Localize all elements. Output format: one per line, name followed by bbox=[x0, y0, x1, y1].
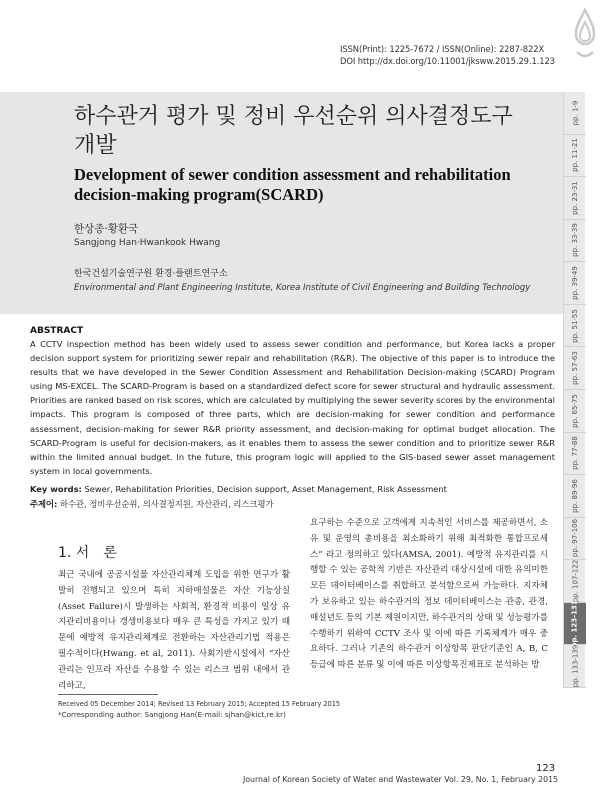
keywords-label: Key words: bbox=[30, 484, 82, 494]
page-range-tab-label: pp. 123-131 bbox=[571, 600, 579, 648]
authors-english: Sangjong Han·Hwankook Hwang bbox=[74, 238, 221, 248]
abstract-body: A CCTV inspection method has been widely used to assess sewer condition and performance, but Korea lacks a proper decision support system for prioritizing sewer repair and rehabilitation (R&R). The objective of this paper is to introduce the results that we have developed in the Sewer Condition Assessment and Rehabilitation Decision-making (SCARD) Program using MS-EXCEL. The SCARD-Program is based on a standardized defect score for sewer structural and hydraulic assessment. Priorities are ranked based on risk scores, which are calculated by multiplying the sewer severity scores by the environmental impacts. This program is composed of three parts, which are decision-making for sewer condition and performance assessment, decision-making for sewer R&R priority assessment, and decision-making for optimal budget allocation. The SCARD-Program is useful for decision-makers, as it enables them to assess the sewer condition and to prioritize sewer R&R within the limited annual budget. In the future, this program logic will applied to the GIS-based sewer asset management system in local governments. bbox=[30, 339, 555, 476]
page-range-tab[interactable] bbox=[564, 92, 586, 135]
body-column-right: 요구하는 수준으로 고객에게 지속적인 서비스를 제공하면서, 소유 및 운영의 총비용을 최소화하기 위해 최적화한 통합프로세스” 라고 정의하고 있다(AMSA, 2001). 예방적 유지관리를 시행할 수 있는 공학적 기반은 자산관리 대상시설에 대한 유의미한 모든 데이터베이스를 취합하고 분석함으로써 가능하다. 지자체가 보유하고 있는 하수관거의 정보 데이터베이스는 관종, 관경, 매설년도 등의 기본 제원이지만, 하수관거의 상태 및 성능평가를 수행하기 위하여 CCTV 조사 및 이에 따른 기록체계가 매우 중요하다. 그러나 기존의 하수관거 이상항목 판단기준인 A, B, C 등급에 따른 분류 및 이에 따른 이상항목진제표로 분석하는 방 bbox=[310, 518, 548, 671]
page-range-tab[interactable] bbox=[564, 135, 586, 178]
journal-footer: Journal of Korean Society of Water and Wastewater Vol. 29, No. 1, February 2015 bbox=[242, 775, 558, 784]
body-column-left: 최근 국내에 공공시설물 자산관리체계 도입을 위한 연구가 활발히 진행되고 있으며 특히 지하매설물은 자산 기능상실(Asset Failure)시 발생하는 사회적, 환경적 비용이 일상 유지관리비용이나 갱생비용보다 매우 큰 특성을 가지고 있기 때문에 예방적 유지관리체계로 전환하는 자산관리기법 적용은 필수적이다(Hwang. et al, 2011). 사회기반시설에서 “자산관리는 인프라 자산을 수용할 수 있는 리스크 범위 내에서 관리하고, bbox=[58, 570, 290, 691]
paper-title-english bbox=[74, 165, 554, 205]
journal-identifiers bbox=[340, 44, 572, 67]
paper-title-korean-line-1: 하수관거 평가 및 정비 우선순위 의사결정도구 bbox=[74, 104, 513, 129]
page-range-tab-label: pp. 51-55 bbox=[571, 308, 579, 343]
page-number: 123 bbox=[536, 763, 556, 774]
page-range-tab-label: pp. 1-9 bbox=[571, 100, 579, 126]
section-heading: 1. 서 론 bbox=[58, 545, 117, 561]
page-range-tab[interactable] bbox=[564, 220, 586, 263]
page-range-tab[interactable] bbox=[564, 645, 586, 688]
issn-line: ISSN(Print): 1225-7672 / ISSN(Online): 2287-822X bbox=[340, 44, 545, 54]
page-range-tab-label: pp. 23-31 bbox=[571, 181, 579, 215]
page-range-tab-label: pp. 97-106 bbox=[571, 519, 580, 558]
page-range-tab-label: pp. 133-139 bbox=[571, 644, 579, 688]
page-range-tab-label: pp. 65-75 bbox=[571, 393, 579, 428]
footnote-divider bbox=[58, 694, 158, 695]
affiliation-korean: 한국건설기술연구원 환경·플랜트연구소 bbox=[74, 269, 228, 279]
paper-title-english-line-2: decision-making program(SCARD) bbox=[74, 185, 324, 204]
doi-line: DOI http://dx.doi.org/10.11001/jksww.2015.29.1.123 bbox=[340, 55, 555, 66]
page-range-tab[interactable] bbox=[564, 560, 586, 603]
page-range-tab[interactable] bbox=[564, 433, 586, 476]
page-range-tab-label: pp. 33-39 bbox=[571, 223, 579, 258]
page-range-tab-label: pp. 89-96 bbox=[571, 479, 579, 513]
page-range-tab-label: pp. 57-63 bbox=[571, 351, 579, 386]
page-range-tabs bbox=[563, 92, 585, 688]
authors-korean: 한상종·황환국 bbox=[74, 223, 139, 235]
footnote-corresponding-author: *Corresponding author: Sangjong Han(E-mail: sjhan@kict.re.kr) bbox=[58, 710, 286, 719]
keywords-korean bbox=[30, 498, 555, 510]
page-range-tab[interactable] bbox=[564, 177, 586, 220]
page-range-tab[interactable] bbox=[564, 600, 586, 648]
paper-title-english-line-1: Development of sewer condition assessment and rehabilitation bbox=[74, 165, 511, 184]
page-range-tab[interactable] bbox=[564, 475, 586, 518]
page-range-tab-label: pp. 107-122 bbox=[571, 559, 579, 603]
paper-title-korean-line-2: 개발 bbox=[74, 133, 117, 158]
keywords-label-korean: 주제어: bbox=[30, 499, 58, 509]
affiliation-english: Environmental and Plant Engineering Institute, Korea Institute of Civil Engineering and Building Technology bbox=[74, 283, 531, 293]
page-range-tab[interactable] bbox=[564, 390, 586, 433]
paper-title-korean bbox=[74, 102, 544, 160]
page-range-tab[interactable] bbox=[564, 347, 586, 390]
journal-logo-icon bbox=[574, 8, 596, 62]
page-range-tab[interactable] bbox=[564, 518, 586, 561]
keywords-text-korean: 하수관, 정비우선순위, 의사결정지원, 자산관리, 리스크평가 bbox=[60, 499, 274, 509]
page-range-tab-label: pp. 11-21 bbox=[571, 138, 579, 173]
page-range-tab-label: pp. 39-49 bbox=[571, 266, 579, 300]
page-range-tab-label: pp. 77-88 bbox=[571, 436, 579, 471]
page-range-tab[interactable] bbox=[564, 305, 586, 348]
keywords-text: Sewer, Rehabilitation Priorities, Decision support, Asset Management, Risk Assessment bbox=[84, 484, 447, 494]
page-range-tab[interactable] bbox=[564, 262, 586, 305]
abstract-heading: ABSTRACT bbox=[30, 326, 84, 336]
footnote-dates: Received 05 December 2014; Revised 13 February 2015; Accepted 15 February 2015 bbox=[58, 700, 341, 708]
keywords-english bbox=[30, 484, 555, 494]
